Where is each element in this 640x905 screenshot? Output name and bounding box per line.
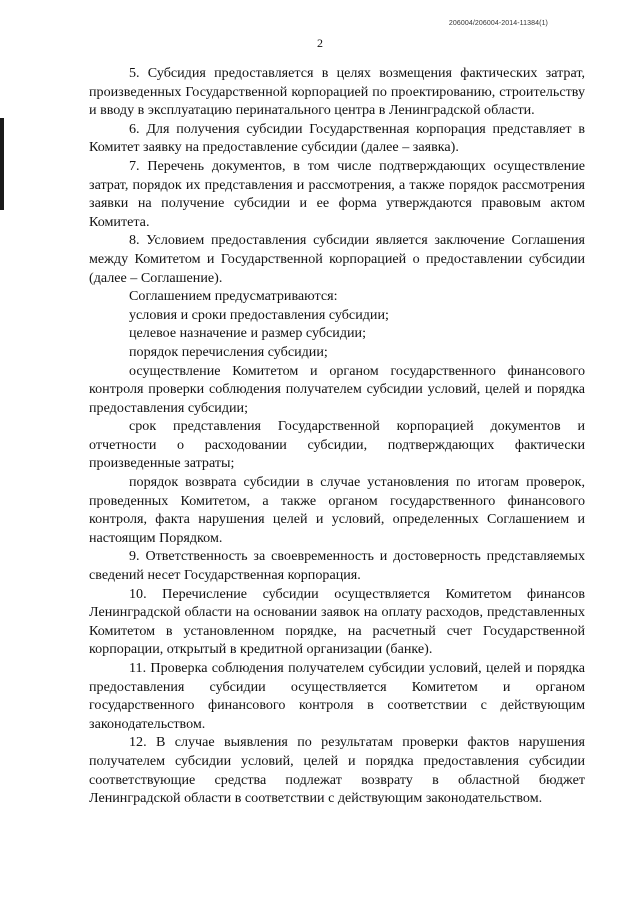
page-number: 2 <box>317 36 323 50</box>
list-item: осуществление Комитетом и органом государственного финансового контроля проверки соблюдения получателем субсидии условий, целей и порядка предоставления субсидии; <box>89 362 585 416</box>
paragraph-5: 5. Субсидия предоставляется в целях возмещения фактических затрат, произведенных Государственной корпорацией по проектированию, строительству и вводу в эксплуатацию перинатального центра в Ленинградской области. <box>89 65 585 119</box>
document-id: 206004/206004-2014-11384(1) <box>448 20 548 27</box>
list-item: целевое назначение и размер субсидии; <box>129 325 366 342</box>
paragraph-8: 8. Условием предоставления субсидии является заключение Соглашения между Комитетом и Государственной корпорацией о предоставлении субсидии (далее – Соглашение). <box>89 232 585 286</box>
list-item: срок представления Государственной корпорацией документов и отчетности о расходовании субсидии, подтверждающих фактически произведенные затраты; <box>89 418 585 472</box>
paragraph-9: 9. Ответственность за своевременность и достоверность представляемых сведений несет Государственная корпорация. <box>89 548 585 584</box>
agreement-intro: Соглашением предусматриваются: <box>129 288 338 305</box>
paragraph-7: 7. Перечень документов, в том числе подтверждающих осуществление затрат, порядок их представления и рассмотрения, а также порядок рассмотрения заявки на получение субсидии и ее форма утверждаются правовым актом Комитета. <box>89 157 585 230</box>
list-item: порядок возврата субсидии в случае установления по итогам проверок, проведенных Комитетом, а также органом государственного финансового контроля, факта нарушения целей и условий, определенных Соглашением и настоящим Порядком. <box>89 474 585 546</box>
document-body <box>89 64 585 808</box>
paragraph-11: 11. Проверка соблюдения получателем субсидии условий, целей и порядка предоставления субсидии осуществляется Комитетом и органом государственного финансового контроля в соответствии с действующим законодательством. <box>89 660 585 732</box>
paragraph-10: 10. Перечисление субсидии осуществляется Комитетом финансов Ленинградской области на основании заявок на оплату расходов, представленных Комитетом в установленном порядке, на расчетный счет Государственной корпорации, открытый в кредитной организации (банке). <box>89 585 585 658</box>
scan-edge-mark <box>0 118 4 210</box>
paragraph-12: 12. В случае выявления по результатам проверки фактов нарушения получателем субсидии условий, целей и порядка предоставления субсидии соответствующие средства подлежат возврату в областной бюджет Ленинградской области в соответствии с действующим законодательством. <box>89 734 585 807</box>
list-item: порядок перечисления субсидии; <box>129 343 328 360</box>
list-item: условия и сроки предоставления субсидии; <box>129 306 389 323</box>
paragraph-6: 6. Для получения субсидии Государственная корпорация представляет в Комитет заявку на предоставление субсидии (далее – заявка). <box>89 120 585 156</box>
